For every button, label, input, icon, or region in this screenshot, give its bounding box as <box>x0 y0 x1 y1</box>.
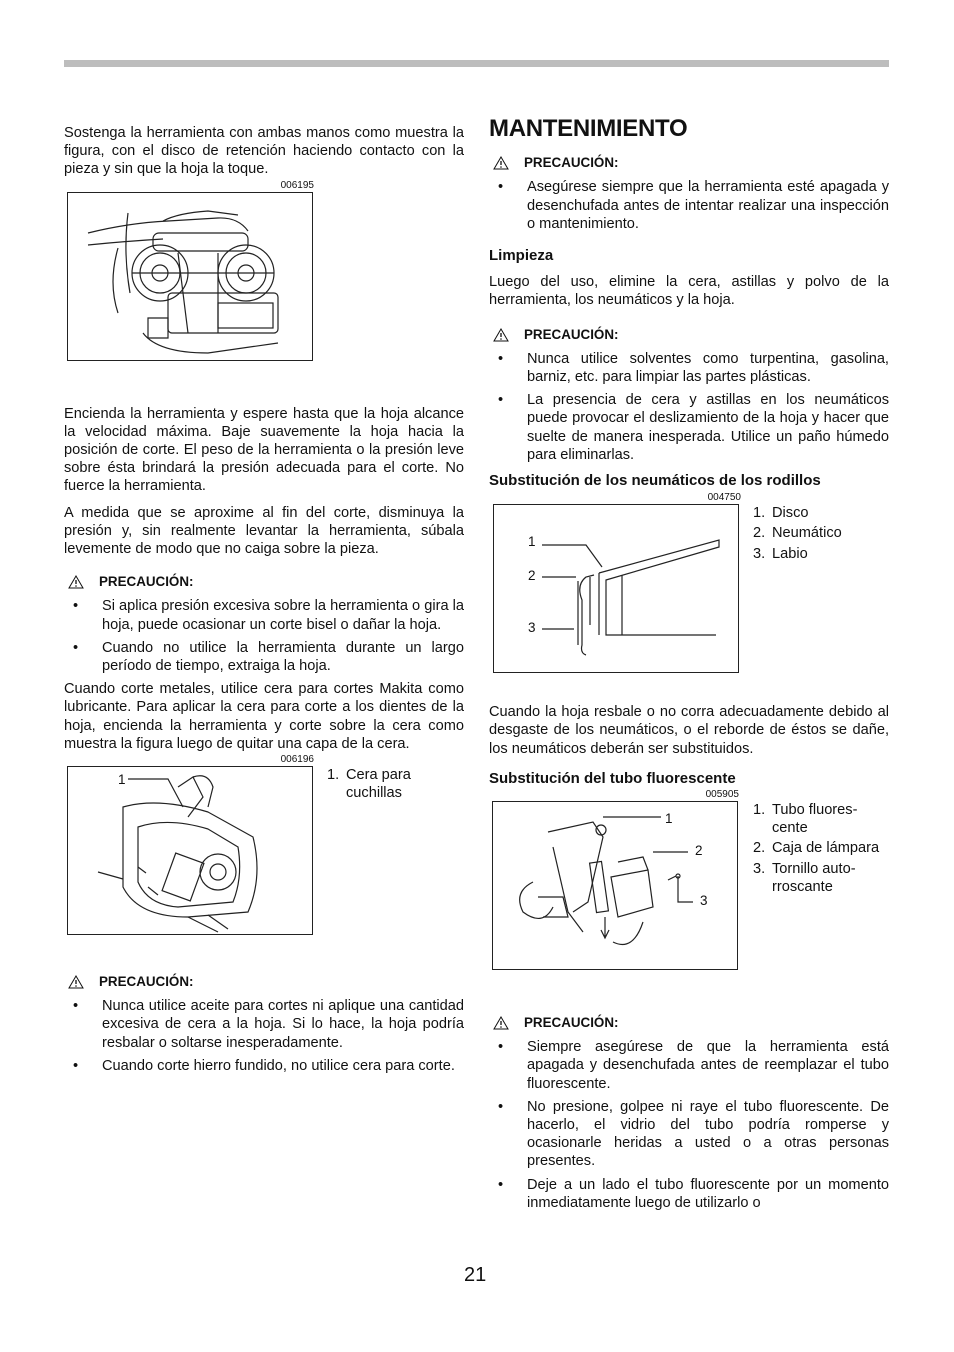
caution-heading-2 <box>64 973 464 991</box>
paragraph-neumaticos: Cuando la hoja resbale o no corra adecuadamente debido al desgaste de los neumáticos, o el reborde de éstos se dañe, los neumáticos deberán ser substituidos. <box>489 704 889 757</box>
callout-number: 1 <box>665 811 673 827</box>
caution-item: • No presione, golpee ni raye el tubo fluorescente. De hacerlo, el vidrio del tubo podría romperse y ocasionarle heridas a usted o a otras personas presentes. <box>489 1098 889 1171</box>
tire-cross-section-illustration <box>494 505 738 672</box>
legend-item: 3. Tornillo auto- rroscante <box>753 860 856 895</box>
figure-fluorescent-tube <box>492 801 738 970</box>
legend-item: 1. Disco <box>753 505 809 522</box>
caution-heading-3 <box>489 154 889 172</box>
caution-label: PRECAUCIÓN: <box>99 974 194 990</box>
caution-list-1 <box>64 597 464 675</box>
section-title: MANTENIMIENTO <box>489 115 688 142</box>
warning-triangle-icon <box>493 1016 509 1030</box>
figure-legend <box>738 801 879 898</box>
right-column <box>489 115 889 1217</box>
figure-cutting-wax <box>67 766 313 935</box>
figure-code: 006196 <box>280 754 314 766</box>
caution-item: • Cuando no utilice la herramienta durante un largo período de tiempo, extraiga la hoja. <box>64 639 464 675</box>
heading-limpieza: Limpieza <box>489 247 554 265</box>
caution-item: • La presencia de cera y astillas en los neumáticos puede provocar el deslizamiento de la hoja y hacer que suelte de manera inesperada. Utilice un paño húmedo para eliminarlas. <box>489 391 889 464</box>
caution-label: PRECAUCIÓN: <box>524 1015 619 1031</box>
caution-item: • Si aplica presión excesiva sobre la herramienta o gira la hoja, puede ocasionar un corte bisel o dañar la hoja. <box>64 597 464 633</box>
figure-tube-row <box>489 801 889 970</box>
caution-list-5 <box>489 1038 889 1212</box>
figure-legend <box>313 766 464 804</box>
callout-number: 2 <box>528 568 536 584</box>
caution-item: • Nunca utilice aceite para cortes ni aplique una cantidad excesiva de cera a la hoja. Si lo hace, la hoja podría resbalar o soltarse inesperadamente. <box>64 997 464 1052</box>
paragraph-limpieza: Luego del uso, elimine la cera, astillas y polvo de la herramienta, los neumáticos y la hoja. <box>489 274 889 309</box>
legend-item: 1. Tubo fluores- cente <box>753 802 858 837</box>
callout-number: 3 <box>700 893 708 909</box>
paragraph-end-cut: A medida que se aproxime al fin del corte, disminuya la presión y, sin realmente levantar la herramienta, súbala levemente de modo que no caiga sobre la pieza. <box>64 504 464 558</box>
figure-tire-row <box>489 504 889 673</box>
warning-triangle-icon <box>68 975 84 989</box>
caution-label: PRECAUCIÓN: <box>524 326 619 342</box>
caution-heading-4 <box>489 326 889 344</box>
paragraph-wax: Cuando corte metales, utilice cera para cortes Makita como lubricante. Para aplicar la cera para corte a los dientes de la hoja, encienda la herramienta y corte sobre la cera como muestra la figura luego de quitar una capa de la cera. <box>64 681 464 752</box>
callout-number: 1 <box>528 534 536 550</box>
legend-item: 2. Neumático <box>753 525 842 542</box>
caution-heading-1 <box>64 573 464 591</box>
bandsaw-hands-illustration <box>68 193 312 360</box>
figure-hold-tool <box>67 192 313 361</box>
caution-item: • Deje a un lado el tubo fluorescente por un momento inmediatamente luego de utilizarlo o <box>489 1176 889 1212</box>
figure-code: 006195 <box>280 179 314 191</box>
legend-item: 3. Labio <box>753 545 808 562</box>
caution-list-2 <box>64 997 464 1075</box>
figure-code: 005905 <box>705 789 739 801</box>
warning-triangle-icon <box>68 575 84 589</box>
figure-code: 004750 <box>707 492 741 504</box>
caution-item: • Cuando corte hierro fundido, no utilice cera para corte. <box>64 1057 464 1075</box>
lamp-replacement-illustration <box>493 802 737 969</box>
caution-item: • Nunca utilice solventes como turpentina, gasolina, barniz, etc. para limpiar las partes plásticas. <box>489 350 889 386</box>
callout-number: 3 <box>528 620 536 636</box>
heading-neumaticos: Substitución de los neumáticos de los rodillos <box>489 472 821 490</box>
header-rule <box>64 60 889 67</box>
wax-cutting-illustration <box>68 767 312 934</box>
caution-item: • Siempre asegúrese de que la herramienta está apagada y desenchufada antes de reemplazar el tubo fluorescente. <box>489 1038 889 1093</box>
page-number: 21 <box>464 1264 487 1286</box>
caution-label: PRECAUCIÓN: <box>99 574 194 590</box>
intro-paragraph: Sostenga la herramienta con ambas manos como muestra la figura, con el disco de retención haciendo contacto con la pieza y sin que la hoja la toque. <box>64 125 464 178</box>
figure-legend <box>739 504 842 565</box>
caution-item: • Asegúrese siempre que la herramienta esté apagada y desenchufada antes de intentar realizar una inspección o mantenimiento. <box>489 178 889 233</box>
callout-number: 2 <box>695 843 703 859</box>
warning-triangle-icon <box>493 156 509 170</box>
heading-tubo: Substitución del tubo fluorescente <box>489 769 736 787</box>
legend-item: 2. Caja de lámpara <box>753 840 880 857</box>
caution-list-3 <box>489 178 889 233</box>
figure-wax-row <box>64 766 464 935</box>
paragraph-start-tool: Encienda la herramienta y espere hasta que la hoja alcance la velocidad máxima. Baje suavemente la hoja hacia la posición de corte. El peso de la herramienta o la presión leve sobre ésta brindará la presión adecuada para el corte. No fuerce la herramienta. <box>64 405 464 495</box>
left-column <box>64 124 464 1080</box>
callout-number: 1 <box>118 772 126 788</box>
warning-triangle-icon <box>493 328 509 342</box>
caution-label: PRECAUCIÓN: <box>524 155 619 171</box>
figure-tire-section <box>493 504 739 673</box>
caution-list-4 <box>489 350 889 464</box>
legend-item: 1. Cera para cuchillas <box>327 767 411 802</box>
caution-heading-5 <box>489 1014 889 1032</box>
